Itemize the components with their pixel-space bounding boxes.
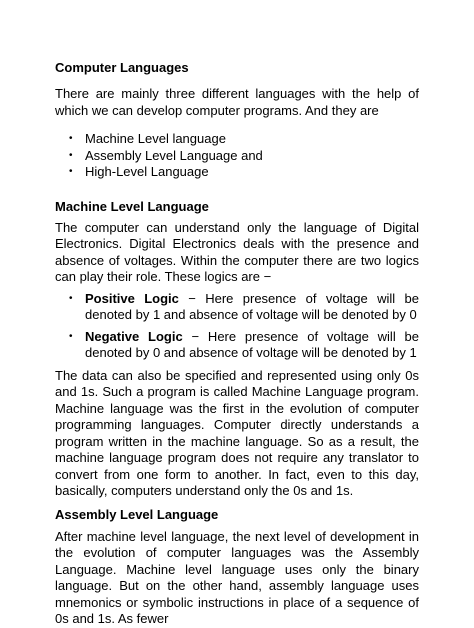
bullet-icon: • xyxy=(69,133,73,144)
list-item-text: Machine Level language xyxy=(85,131,226,146)
bullet-icon: • xyxy=(69,292,73,304)
bullet-icon: • xyxy=(69,166,73,177)
bullet-icon: • xyxy=(69,330,73,342)
list-item xyxy=(55,291,419,324)
machine-paragraph: The computer can understand only the language of Digital Electronics. Digital Electronics deals with the presence and absence of voltages. Within the computer there are two logics can play their role. These logics are − xyxy=(55,219,419,284)
list-item xyxy=(55,329,419,362)
negative-logic-term: Negative Logic xyxy=(85,328,183,344)
list-item-text xyxy=(85,291,419,324)
list-item xyxy=(55,148,419,165)
negative-logic-description: − Here presence of voltage will be denoted by 0 and absence of voltage will be denoted by 1 xyxy=(85,328,419,360)
intro-paragraph: There are mainly three different languages with the help of which we can develop computer programs. And they are xyxy=(55,86,419,118)
positive-logic-description: − Here presence of voltage will be denoted by 1 and absence of voltage will be denoted by 0 xyxy=(85,290,419,322)
bullet-icon: • xyxy=(69,149,73,161)
positive-logic-term: Positive Logic xyxy=(85,290,179,306)
list-item xyxy=(55,131,419,148)
assembly-heading: Assembly Level Language xyxy=(55,506,219,522)
list-item-text: Assembly Level Language and xyxy=(85,147,263,163)
logic-list xyxy=(55,291,419,362)
list-item-text xyxy=(85,329,419,362)
machine-paragraph-2: The data can also be specified and represented using only 0s and 1s. Such a program is called Machine Language program. Machine language was the first in the evolution of computer programming languages. Computer directly understands a program written in the machine language. So as a result, the machine language program does not require any translator to convert from one form to another. In fact, even to this day, basically, computers understand only the 0s and 1s. xyxy=(55,367,419,498)
language-list xyxy=(55,131,419,181)
list-item-text: High-Level Language xyxy=(85,164,209,179)
intro-heading: Computer Languages xyxy=(55,60,189,75)
list-item xyxy=(55,164,419,181)
assembly-paragraph: After machine level language, the next level of development in the evolution of computer languages was the Assembly Language. Machine level language uses only the binary language. But on the other hand, assembly language uses mnemonics or symbolic instructions in place of a sequence of 0s and 1s. As fewer xyxy=(55,528,419,626)
machine-heading: Machine Level Language xyxy=(55,198,209,214)
